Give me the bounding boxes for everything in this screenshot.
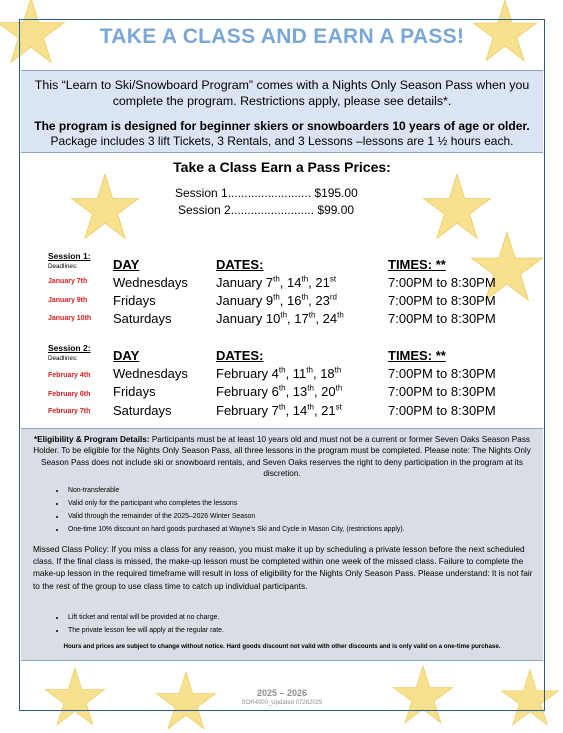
missed-class-policy: Missed Class Policy: If you miss a class for any reason, you must make it up by scheduling a private lesson before the next scheduled class. If the final class is missed, the make-up lesson must be completed within one week of the missed class. Failure to complete the make-up lesson in the required timeframe will result in loss of eligibility for the Nights Only Season Pass. Please understand: It is not fair to the rest of the group to use class time to catch up individual participants. xyxy=(33,544,533,591)
deadline-date: January 10th xyxy=(48,315,92,322)
session-2-label: Session 2: xyxy=(48,343,91,353)
season-year: 2025 – 2026 xyxy=(256,688,308,698)
missed-class-list xyxy=(48,611,224,637)
deadline-date: February 7th xyxy=(48,408,91,415)
list-item: • Valid through the remainder of the 2025–2026 Winter Season xyxy=(66,510,405,523)
day-cell: Saturdays xyxy=(113,311,172,326)
times-column-header: TIMES: ** xyxy=(388,348,446,363)
dates-cell: January 9th, 16th, 23rd xyxy=(216,292,337,308)
day-cell: Wednesdays xyxy=(113,275,188,290)
eligibility-text: *Eligibility & Program Details: Participants must be at least 10 years old and must not be a current or former Seven Oaks Season Pass Holder. To be eligible for the Nights Only Season Pass, all three lessons in the program must be completed. Please note: The Nights Only Season Pass does not include ski or snowboard rentals, and Seven Oaks reserves the right to deny participation in the program at its discretion. xyxy=(33,435,531,479)
price-value: $195.00 xyxy=(314,186,358,200)
day-cell: Saturdays xyxy=(113,403,172,418)
package-details: Package includes 3 lift Tickets, 3 Rentals, and 3 Lessons –lessons are 1 ½ hours each. xyxy=(50,134,514,148)
deadline-date: February 6th xyxy=(48,391,91,398)
dates-cell: February 4th, 11th, 18th xyxy=(216,365,342,381)
eligibility-list xyxy=(48,484,405,536)
deadline-date: February 4th xyxy=(48,372,91,379)
day-column-header: DAY xyxy=(113,348,140,363)
session-1-label: Session 1: xyxy=(48,251,91,261)
time-cell: 7:00PM to 8:30PM xyxy=(388,293,496,308)
price-label: Session 2......................... xyxy=(178,203,315,217)
page-title: TAKE A CLASS AND EARN A PASS! xyxy=(99,25,465,48)
list-item: • One-time 10% discount on hard goods purchased at Wayne’s Ski and Cycle in Mason City, (restrictions apply). xyxy=(66,523,405,536)
deadline-date: January 7th xyxy=(48,278,88,285)
time-cell: 7:00PM to 8:30PM xyxy=(388,311,496,326)
time-cell: 7:00PM to 8:30PM xyxy=(388,403,496,418)
deadlines-label: Deadlines: xyxy=(48,355,78,362)
disclaimer: Hours and prices are subject to change without notice. Hard goods discount not valid with other discounts and is only valid on a one-time purchase. xyxy=(63,643,501,650)
time-cell: 7:00PM to 8:30PM xyxy=(388,275,496,290)
deadline-date: January 9th xyxy=(48,297,88,304)
price-row-session-2 xyxy=(178,203,354,217)
day-column-header: DAY xyxy=(113,257,140,272)
list-item: • The private lesson fee will apply at the regular rate. xyxy=(66,624,224,637)
dates-column-header: DATES: xyxy=(216,348,264,363)
time-cell: 7:00PM to 8:30PM xyxy=(388,384,496,399)
day-cell: Wednesdays xyxy=(113,366,188,381)
dates-cell: February 7th, 14th, 21st xyxy=(216,402,342,418)
price-row-session-1 xyxy=(175,186,358,200)
times-column-header: TIMES: ** xyxy=(388,257,446,272)
dates-cell: January 10th, 17th, 24th xyxy=(216,310,344,326)
list-item: • Lift ticket and rental will be provided at no charge. xyxy=(66,611,224,624)
deadlines-label: Deadlines: xyxy=(48,263,78,270)
price-value: $99.00 xyxy=(317,203,355,217)
dates-cell: February 6th, 13th, 20th xyxy=(216,383,343,399)
dates-cell: January 7th, 14th, 21st xyxy=(216,274,337,290)
list-item: • Valid only for the participant who completes the lessons xyxy=(66,497,405,510)
time-cell: 7:00PM to 8:30PM xyxy=(388,366,496,381)
day-cell: Fridays xyxy=(113,384,156,399)
price-label: Session 1......................... xyxy=(175,186,312,200)
day-cell: Fridays xyxy=(113,293,156,308)
program-audience: The program is designed for beginner skiers or snowboarders 10 years of age or older. xyxy=(34,119,530,133)
intro-line-1: This “Learn to Ski/Snowboard Program” comes with a Nights Only Season Pass when you xyxy=(34,78,530,92)
document-code: SOR4000_Updated 07282025 xyxy=(241,700,323,706)
list-item: • Non-transferable xyxy=(66,484,405,497)
dates-column-header: DATES: xyxy=(216,257,264,272)
intro-line-2: complete the program. Restrictions apply, please see details*. xyxy=(112,94,452,108)
prices-heading: Take a Class Earn a Pass Prices: xyxy=(173,159,391,175)
